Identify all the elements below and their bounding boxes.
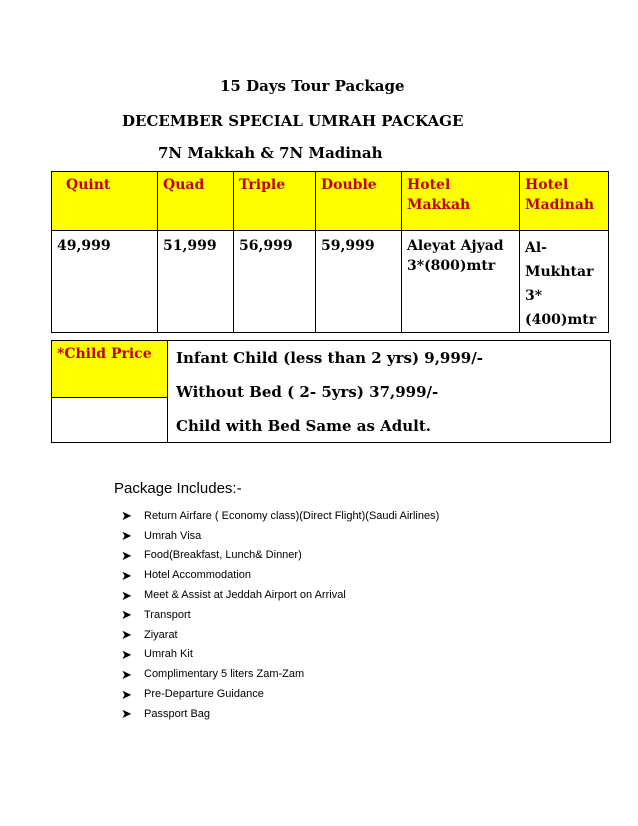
arrowhead-bullet-icon: ➤ <box>121 607 132 623</box>
arrowhead-bullet-icon: ➤ <box>121 528 132 544</box>
header-triple: Triple <box>234 172 316 231</box>
arrowhead-bullet-icon: ➤ <box>121 547 132 563</box>
header-hotel-makkah: Hotel Makkah <box>402 172 520 231</box>
package-includes-section <box>114 480 439 724</box>
child-price-label: *Child Price <box>52 341 168 398</box>
package-duration-title: 15 Days Tour Package <box>220 77 405 95</box>
list-item: ➤ Passport Bag <box>121 706 211 722</box>
package-nights-title: 7N Makkah & 7N Madinah <box>158 144 383 162</box>
child-price-table <box>51 340 611 443</box>
arrowhead-bullet-icon: ➤ <box>121 706 132 722</box>
list-item: ➤ Transport <box>121 607 191 623</box>
price-double: 59,999 <box>316 231 402 333</box>
header-quad: Quad <box>158 172 234 231</box>
price-table <box>51 171 609 333</box>
arrowhead-bullet-icon: ➤ <box>121 508 132 524</box>
list-item: ➤ Complimentary 5 liters Zam-Zam <box>121 666 305 682</box>
price-quad: 51,999 <box>158 231 234 333</box>
arrowhead-bullet-icon: ➤ <box>121 686 132 702</box>
package-includes-list <box>114 506 439 724</box>
list-item: ➤ Ziyarat <box>121 627 178 643</box>
child-with-bed-price: Child with Bed Same as Adult. <box>176 417 432 435</box>
without-bed-price: Without Bed ( 2- 5yrs) 37,999/- <box>176 383 439 401</box>
package-name-title: DECEMBER SPECIAL UMRAH PACKAGE <box>122 112 464 130</box>
arrowhead-bullet-icon: ➤ <box>121 666 132 682</box>
hotel-madinah-value: Al-Mukhtar 3*(400)mtr <box>520 231 609 333</box>
list-item: ➤ Return Airfare ( Economy class)(Direct Flight)(Saudi Airlines) <box>121 508 440 524</box>
list-item: ➤ Meet & Assist at Jeddah Airport on Arrival <box>121 587 346 603</box>
list-item: ➤ Umrah Visa <box>121 528 202 544</box>
infant-child-price: Infant Child (less than 2 yrs) 9,999/- <box>176 349 483 367</box>
child-price-empty-cell <box>52 398 168 443</box>
package-includes-title: Package Includes:- <box>114 480 242 497</box>
arrowhead-bullet-icon: ➤ <box>121 646 132 662</box>
list-item: ➤ Pre-Departure Guidance <box>121 686 264 702</box>
arrowhead-bullet-icon: ➤ <box>121 567 132 583</box>
hotel-makkah-value: Aleyat Ajyad 3*(800)mtr <box>402 231 520 333</box>
list-item: ➤ Umrah Kit <box>121 646 193 662</box>
price-table-value-row <box>52 231 609 333</box>
arrowhead-bullet-icon: ➤ <box>121 627 132 643</box>
price-table-header-row <box>52 172 609 231</box>
list-item: ➤ Food(Breakfast, Lunch& Dinner) <box>121 547 302 563</box>
arrowhead-bullet-icon: ➤ <box>121 587 132 603</box>
header-hotel-madinah: Hotel Madinah <box>520 172 609 231</box>
header-double: Double <box>316 172 402 231</box>
header-quint: Quint <box>52 172 158 231</box>
list-item: ➤ Hotel Accommodation <box>121 567 251 583</box>
price-quint: 49,999 <box>52 231 158 333</box>
child-price-details <box>168 341 611 443</box>
price-triple: 56,999 <box>234 231 316 333</box>
